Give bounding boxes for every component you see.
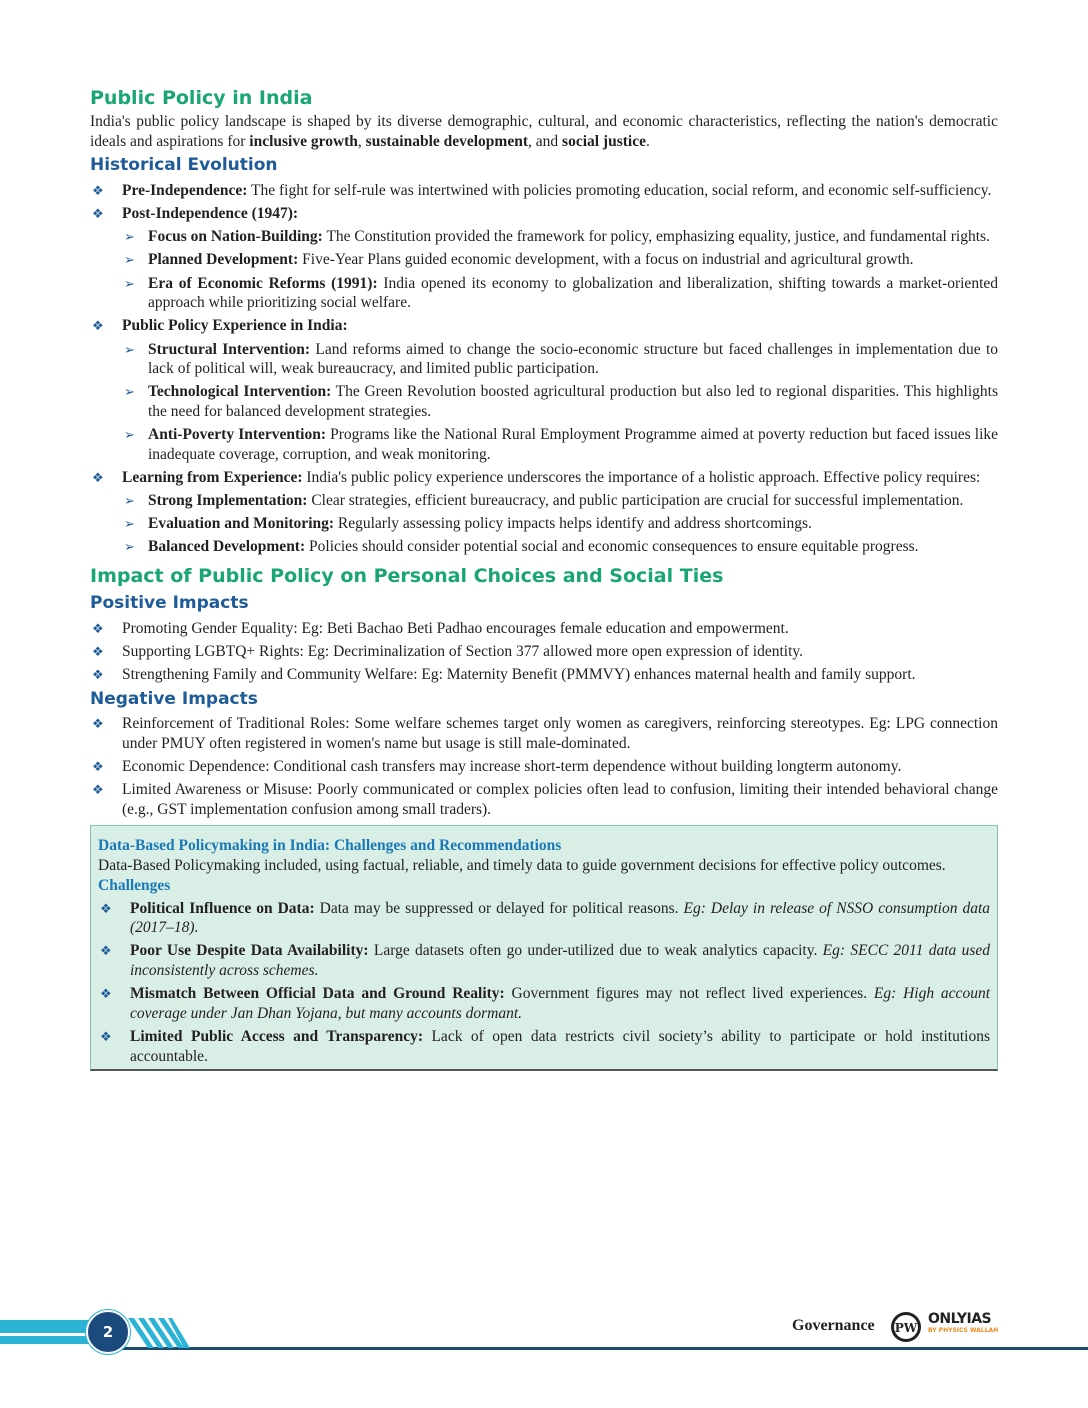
arrow-bullet-icon: ➢ bbox=[124, 427, 135, 443]
diamond-bullet-icon: ❖ bbox=[100, 943, 112, 959]
item-text: Supporting LGBTQ+ Rights: Eg: Decriminalization of Section 377 allowed more open expression of identity. bbox=[122, 642, 804, 660]
item-label: Poor Use Despite Data Availability: bbox=[130, 942, 369, 960]
item-text: India's public policy experience underscores the importance of a holistic approach. Effective policy requires: bbox=[302, 468, 981, 486]
item-text: Government figures may not reflect lived experiences. bbox=[504, 985, 874, 1003]
arrow-bullet-icon: ➢ bbox=[124, 275, 135, 291]
item-text: Economic Dependence: Conditional cash transfers may increase short-term dependence without building longterm autonomy. bbox=[122, 757, 902, 775]
arrow-bullet-icon: ➢ bbox=[124, 341, 135, 357]
item-label: Mismatch Between Official Data and Ground Reality: bbox=[130, 985, 505, 1003]
list-item bbox=[98, 941, 990, 980]
list-item bbox=[98, 984, 990, 1023]
diamond-bullet-icon: ❖ bbox=[100, 1029, 112, 1045]
diamond-bullet-icon: ❖ bbox=[100, 986, 112, 1002]
intro-text: . bbox=[645, 132, 650, 150]
item-text: Large datasets often go under-utilized due to weak analytics capacity. bbox=[368, 942, 823, 960]
list-item bbox=[90, 514, 998, 534]
item-text: Programs like the National Rural Employment Programme aimed at poverty reduction but faced issues like inadequate coverage, corruption, and weak monitoring. bbox=[148, 426, 998, 463]
diamond-bullet-icon: ❖ bbox=[92, 182, 104, 198]
diamond-bullet-icon: ❖ bbox=[92, 716, 104, 732]
list-item bbox=[90, 537, 998, 557]
item-label: Planned Development: bbox=[148, 251, 299, 269]
historical-heading: Historical Evolution bbox=[90, 155, 278, 176]
list-item bbox=[90, 665, 998, 685]
item-text: The Green Revolution boosted agricultural production but also led to regional disparities. This highlights the need for balanced development strategies. bbox=[148, 383, 998, 420]
data-policymaking-box bbox=[90, 825, 998, 1071]
item-example: Eg: High account coverage under Jan Dhan Yojana, but many accounts dormant. bbox=[130, 985, 990, 1022]
list-item bbox=[90, 250, 998, 270]
item-text: Policies should consider potential social and economic consequences to ensure equitable progress. bbox=[305, 538, 919, 556]
item-text: Five-Year Plans guided economic development, with a focus on industrial and agricultural growth. bbox=[298, 251, 914, 269]
diamond-bullet-icon: ❖ bbox=[92, 643, 104, 659]
diamond-bullet-icon: ❖ bbox=[92, 620, 104, 636]
list-item bbox=[90, 425, 998, 464]
list-item bbox=[90, 316, 998, 336]
item-label: Focus on Nation-Building: bbox=[148, 228, 323, 246]
diamond-bullet-icon: ❖ bbox=[92, 469, 104, 485]
impact-title: Impact of Public Policy on Personal Choices and Social Ties bbox=[90, 565, 724, 587]
box-heading: Data-Based Policymaking in India: Challenges and Recommendations bbox=[98, 837, 562, 855]
item-text: The Constitution provided the framework for policy, emphasizing equality, justice, and fundamental rights. bbox=[322, 228, 990, 246]
item-label: Political Influence on Data: bbox=[130, 899, 315, 917]
list-item bbox=[90, 714, 998, 753]
brand-logo bbox=[928, 1311, 998, 1335]
positive-list bbox=[90, 619, 998, 685]
arrow-bullet-icon: ➢ bbox=[124, 384, 135, 400]
item-example: Eg: Delay in release of NSSO consumption data (2017–18). bbox=[130, 899, 991, 937]
challenges-list bbox=[98, 899, 990, 1067]
item-text: Data may be suppressed or delayed for political reasons. bbox=[314, 899, 684, 917]
arrow-bullet-icon: ➢ bbox=[124, 493, 135, 509]
intro-text: , bbox=[357, 132, 366, 150]
diamond-bullet-icon: ❖ bbox=[92, 205, 104, 221]
svg-text:PW: PW bbox=[894, 1321, 918, 1335]
diamond-bullet-icon: ❖ bbox=[92, 782, 104, 798]
section-title: Public Policy in India bbox=[90, 87, 313, 109]
intro-bold: social justice bbox=[562, 132, 646, 150]
item-text: Regularly assessing policy impacts helps identify and address shortcomings. bbox=[334, 515, 812, 533]
item-label: Pre-Independence: bbox=[122, 181, 248, 199]
item-label: Era of Economic Reforms (1991): bbox=[148, 274, 378, 292]
footer-subject: Governance bbox=[792, 1317, 875, 1334]
list-item bbox=[98, 1027, 990, 1066]
list-item bbox=[90, 619, 998, 639]
item-text: The fight for self-rule was intertwined with policies promoting education, social reform, and economic self-sufficiency. bbox=[247, 181, 992, 199]
historical-list bbox=[90, 181, 998, 557]
list-item bbox=[98, 899, 990, 938]
box-intro: Data-Based Policymaking included, using factual, reliable, and timely data to guide government decisions for effective policy outcomes. bbox=[98, 856, 946, 874]
item-text: Clear strategies, efficient bureaucracy, and public participation are crucial for successful implementation. bbox=[307, 492, 964, 510]
brand-name: ONLYIAS bbox=[928, 1311, 992, 1327]
list-item bbox=[90, 181, 998, 201]
item-label: Post-Independence (1947): bbox=[122, 204, 299, 222]
item-text: Strengthening Family and Community Welfare: Eg: Maternity Benefit (PMMVY) enhances maternal health and family support. bbox=[122, 665, 916, 683]
item-label: Limited Public Access and Transparency: bbox=[130, 1028, 424, 1046]
list-item bbox=[90, 468, 998, 488]
list-item bbox=[90, 340, 998, 379]
list-item bbox=[90, 642, 998, 662]
diamond-bullet-icon: ❖ bbox=[92, 758, 104, 774]
footer-accent-bar bbox=[0, 1320, 92, 1344]
item-text: Promoting Gender Equality: Eg: Beti Bachao Beti Padhao encourages female education and empowerment. bbox=[122, 619, 789, 637]
item-label: Evaluation and Monitoring: bbox=[148, 515, 335, 533]
list-item bbox=[90, 382, 998, 421]
item-label: Strong Implementation: bbox=[148, 492, 308, 510]
arrow-bullet-icon: ➢ bbox=[124, 516, 135, 532]
challenges-heading: Challenges bbox=[98, 876, 171, 894]
arrow-bullet-icon: ➢ bbox=[124, 252, 135, 268]
pw-logo-icon bbox=[890, 1311, 922, 1343]
item-example: Eg: SECC 2011 data used inconsistently across schemes. bbox=[130, 942, 990, 980]
list-item bbox=[90, 204, 998, 224]
arrow-bullet-icon: ➢ bbox=[124, 539, 135, 555]
negative-heading: Negative Impacts bbox=[90, 688, 258, 709]
intro-bold: inclusive growth bbox=[249, 132, 358, 150]
item-label: Balanced Development: bbox=[148, 538, 306, 556]
footer-stripes-decoration bbox=[128, 1318, 192, 1348]
arrow-bullet-icon: ➢ bbox=[124, 229, 135, 245]
item-text: Lack of open data restricts civil society’s ability to participate or hold institutions accountable. bbox=[130, 1028, 990, 1065]
list-item bbox=[90, 757, 998, 777]
diamond-bullet-icon: ❖ bbox=[92, 318, 104, 334]
intro-text: , and bbox=[528, 132, 563, 150]
item-label: Anti-Poverty Intervention: bbox=[148, 426, 327, 444]
diamond-bullet-icon: ❖ bbox=[100, 900, 112, 916]
intro-paragraph bbox=[90, 112, 998, 151]
list-item bbox=[90, 227, 998, 247]
item-label: Public Policy Experience in India: bbox=[122, 317, 348, 335]
page-content bbox=[90, 85, 998, 1071]
item-text: India opened its economy to globalization and liberalization, shifting towards a market-oriented approach while prioritizing social welfare. bbox=[148, 274, 998, 312]
negative-list bbox=[90, 714, 998, 819]
brand-subtitle: BY PHYSICS WALLAH bbox=[928, 1327, 999, 1334]
list-item bbox=[90, 491, 998, 511]
footer-accent-stripe bbox=[0, 1333, 92, 1336]
page-number: 2 bbox=[86, 1310, 130, 1354]
item-text: Reinforcement of Traditional Roles: Some welfare schemes target only women as caregivers, reinforcing stereotypes. Eg: LPG connection under PMUY often registered in women's name but usage is still male-dominated. bbox=[122, 715, 998, 752]
list-item bbox=[90, 274, 998, 313]
item-text: Land reforms aimed to change the socio-economic structure but faced challenges in implementation due to lack of political will, weak bureaucracy, and limited public participation. bbox=[148, 340, 999, 378]
item-label: Learning from Experience: bbox=[122, 468, 303, 486]
intro-bold: sustainable development bbox=[365, 132, 529, 150]
item-label: Structural Intervention: bbox=[148, 340, 311, 358]
item-text: Limited Awareness or Misuse: Poorly communicated or complex policies often lead to confusion, limiting their intended behavioral change (e.g., GST implementation confusion among small traders). bbox=[122, 781, 998, 818]
item-label: Technological Intervention: bbox=[148, 383, 332, 401]
list-item bbox=[90, 780, 998, 819]
positive-heading: Positive Impacts bbox=[90, 593, 249, 613]
intro-text: India's public policy landscape is shaped by its diverse demographic, cultural, and economic characteristics, reflecting the nation's democratic ideals and aspirations for bbox=[90, 113, 998, 150]
diamond-bullet-icon: ❖ bbox=[92, 666, 104, 682]
footer-divider bbox=[120, 1347, 1088, 1350]
